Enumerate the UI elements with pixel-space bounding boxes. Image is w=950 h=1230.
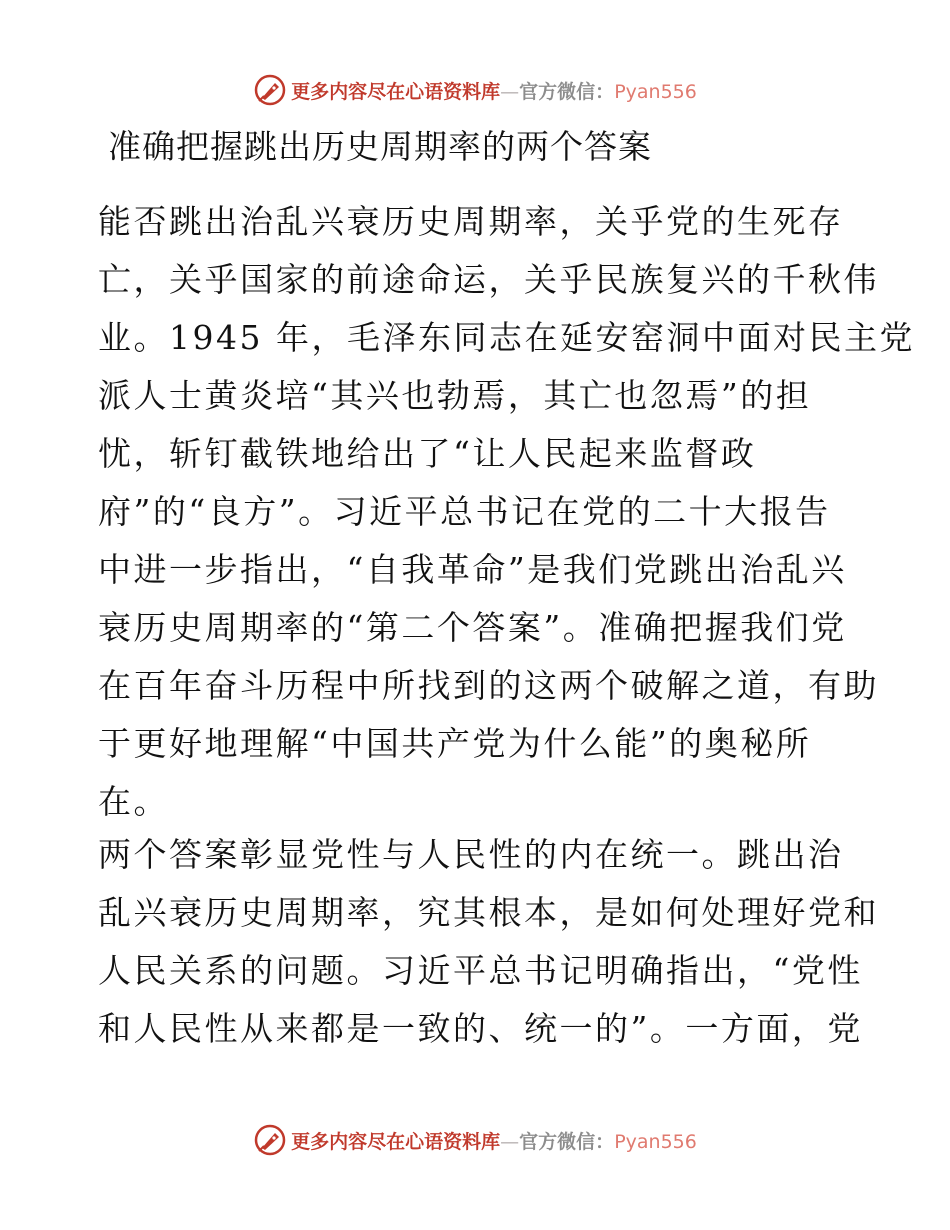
paragraph-line: 衰历史周期率的“第二个答案”。准确把握我们党: [98, 608, 847, 647]
paragraph-2: [98, 826, 879, 1058]
paragraph-line: 于更好地理解“中国共产党为什么能”的奥秘所: [98, 724, 812, 763]
document-title: 准确把握跳出历史周期率的两个答案: [108, 127, 652, 166]
watermark-wechat-label: 官方微信：: [519, 80, 615, 103]
paragraph-line: 亡，关乎国家的前途命运，关乎民族复兴的千秋伟: [98, 260, 879, 299]
watermark-text: [291, 1127, 697, 1154]
pen-nib-logo-icon: [253, 1123, 287, 1157]
paragraph-line: 人民关系的问题。习近平总书记明确指出，“党性: [98, 951, 863, 990]
watermark-account: Pyan556: [614, 80, 697, 103]
paragraph-line: 乱兴衰历史周期率，究其根本，是如何处理好党和: [98, 893, 879, 932]
paragraph-line: 派人士黄炎培“其兴也勃焉，其亡也忽焉”的担: [98, 376, 812, 415]
watermark-dash: —: [500, 80, 520, 103]
paragraph-line: 能否跳出治乱兴衰历史周期率，关乎党的生死存: [98, 202, 844, 241]
paragraph-line: 和人民性从来都是一致的、统一的”。一方面，党: [98, 1009, 863, 1048]
paragraph-line: 在。: [98, 782, 169, 821]
paragraph-line: 忧，斩钉截铁地给出了“让人民起来监督政: [98, 434, 757, 473]
paragraph-line: 两个答案彰显党性与人民性的内在统一。跳出治: [98, 835, 844, 874]
watermark-account: Pyan556: [614, 1130, 697, 1153]
watermark-brand: 更多内容尽在心语资料库: [291, 80, 501, 103]
paragraph-line: 府”的“良方”。习近平总书记在党的二十大报告: [98, 492, 831, 531]
paragraph-line: 业。1945 年，毛泽东同志在延安窑洞中面对民主党: [98, 318, 915, 357]
watermark-brand: 更多内容尽在心语资料库: [291, 1130, 501, 1153]
paragraph-line: 在百年奋斗历程中所找到的这两个破解之道，有助: [98, 666, 879, 705]
footer-watermark: [0, 1123, 950, 1157]
watermark-wechat-label: 官方微信：: [519, 1130, 615, 1153]
paragraph-line: 中进一步指出，“自我革命”是我们党跳出治乱兴: [98, 550, 847, 589]
watermark-dash: —: [500, 1130, 520, 1153]
watermark-text: [291, 77, 697, 104]
header-watermark: [0, 73, 950, 107]
paragraph-1: [98, 193, 915, 831]
pen-nib-logo-icon: [253, 73, 287, 107]
